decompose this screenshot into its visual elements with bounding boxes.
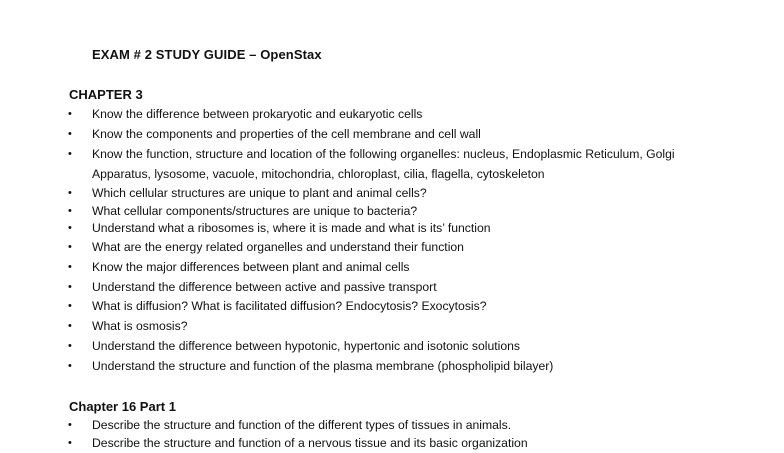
list-item-text: Understand what a ribosomes is, where it is made and what is its’ function: [92, 221, 491, 235]
list-item-text: Describe the structure and function of the different types of tissues in animals.: [92, 418, 512, 432]
list-item: [0, 145, 784, 164]
bullet-icon: •: [68, 108, 72, 120]
bullet-icon: •: [68, 437, 72, 449]
list-item-text: Know the major differences between plant and animal cells: [92, 260, 410, 274]
bullet-icon: •: [68, 128, 72, 140]
list-item-text: Describe the structure and function of a nervous tissue and its basic organization: [92, 436, 528, 450]
list-item: [0, 219, 784, 238]
bullet-icon: •: [68, 148, 72, 160]
list-item-text: Understand the difference between hypotonic, hypertonic and isotonic solutions: [92, 339, 520, 353]
section-heading-chapter-16: Chapter 16 Part 1: [69, 399, 176, 414]
list-item-text: Which cellular structures are unique to plant and animal cells?: [92, 186, 427, 200]
list-item-text: Understand the structure and function of the plasma membrane (phospholipid bilayer): [92, 359, 554, 373]
document-title: EXAM # 2 STUDY GUIDE – OpenStax: [92, 47, 322, 62]
list-item-text: Understand the difference between active and passive transport: [92, 280, 437, 294]
list-item: [0, 238, 784, 257]
list-item: [0, 317, 784, 336]
bullet-icon: •: [68, 360, 72, 372]
list-item-text: Apparatus, lysosome, vacuole, mitochondria, chloroplast, cilia, flagella, cytoskeleton: [92, 167, 545, 181]
list-item: [0, 297, 784, 316]
bullet-icon: •: [68, 340, 72, 352]
list-item-text: Know the components and properties of the cell membrane and cell wall: [92, 127, 481, 141]
list-item-text: What cellular components/structures are unique to bacteria?: [92, 204, 418, 218]
list-item: [0, 434, 784, 453]
bullet-icon: •: [68, 222, 72, 234]
list-item: [0, 184, 784, 203]
list-item: [0, 337, 784, 356]
bullet-icon: •: [68, 320, 72, 332]
list-item-text: What is diffusion? What is facilitated diffusion? Endocytosis? Exocytosis?: [92, 299, 487, 313]
bullet-icon: •: [68, 205, 72, 217]
list-item: [0, 105, 784, 124]
list-item: [0, 278, 784, 297]
list-item-text: What are the energy related organelles and understand their function: [92, 240, 464, 254]
list-item-text: Know the function, structure and location of the following organelles: nucleus, Endoplasmic Reticulum, Golgi: [92, 147, 675, 161]
list-item: [0, 357, 784, 376]
list-item: [0, 258, 784, 277]
list-item: [0, 125, 784, 144]
bullet-icon: •: [68, 187, 72, 199]
bullet-icon: •: [68, 241, 72, 253]
bullet-icon: •: [68, 281, 72, 293]
bullet-icon: •: [68, 261, 72, 273]
bullet-icon: •: [68, 300, 72, 312]
bullet-icon: •: [68, 419, 72, 431]
list-item-continuation: [0, 165, 784, 184]
list-item: [0, 416, 784, 435]
section-heading-chapter-3: CHAPTER 3: [69, 87, 143, 102]
list-item-text: Know the difference between prokaryotic and eukaryotic cells: [92, 107, 423, 121]
list-item-text: What is osmosis?: [92, 319, 188, 333]
